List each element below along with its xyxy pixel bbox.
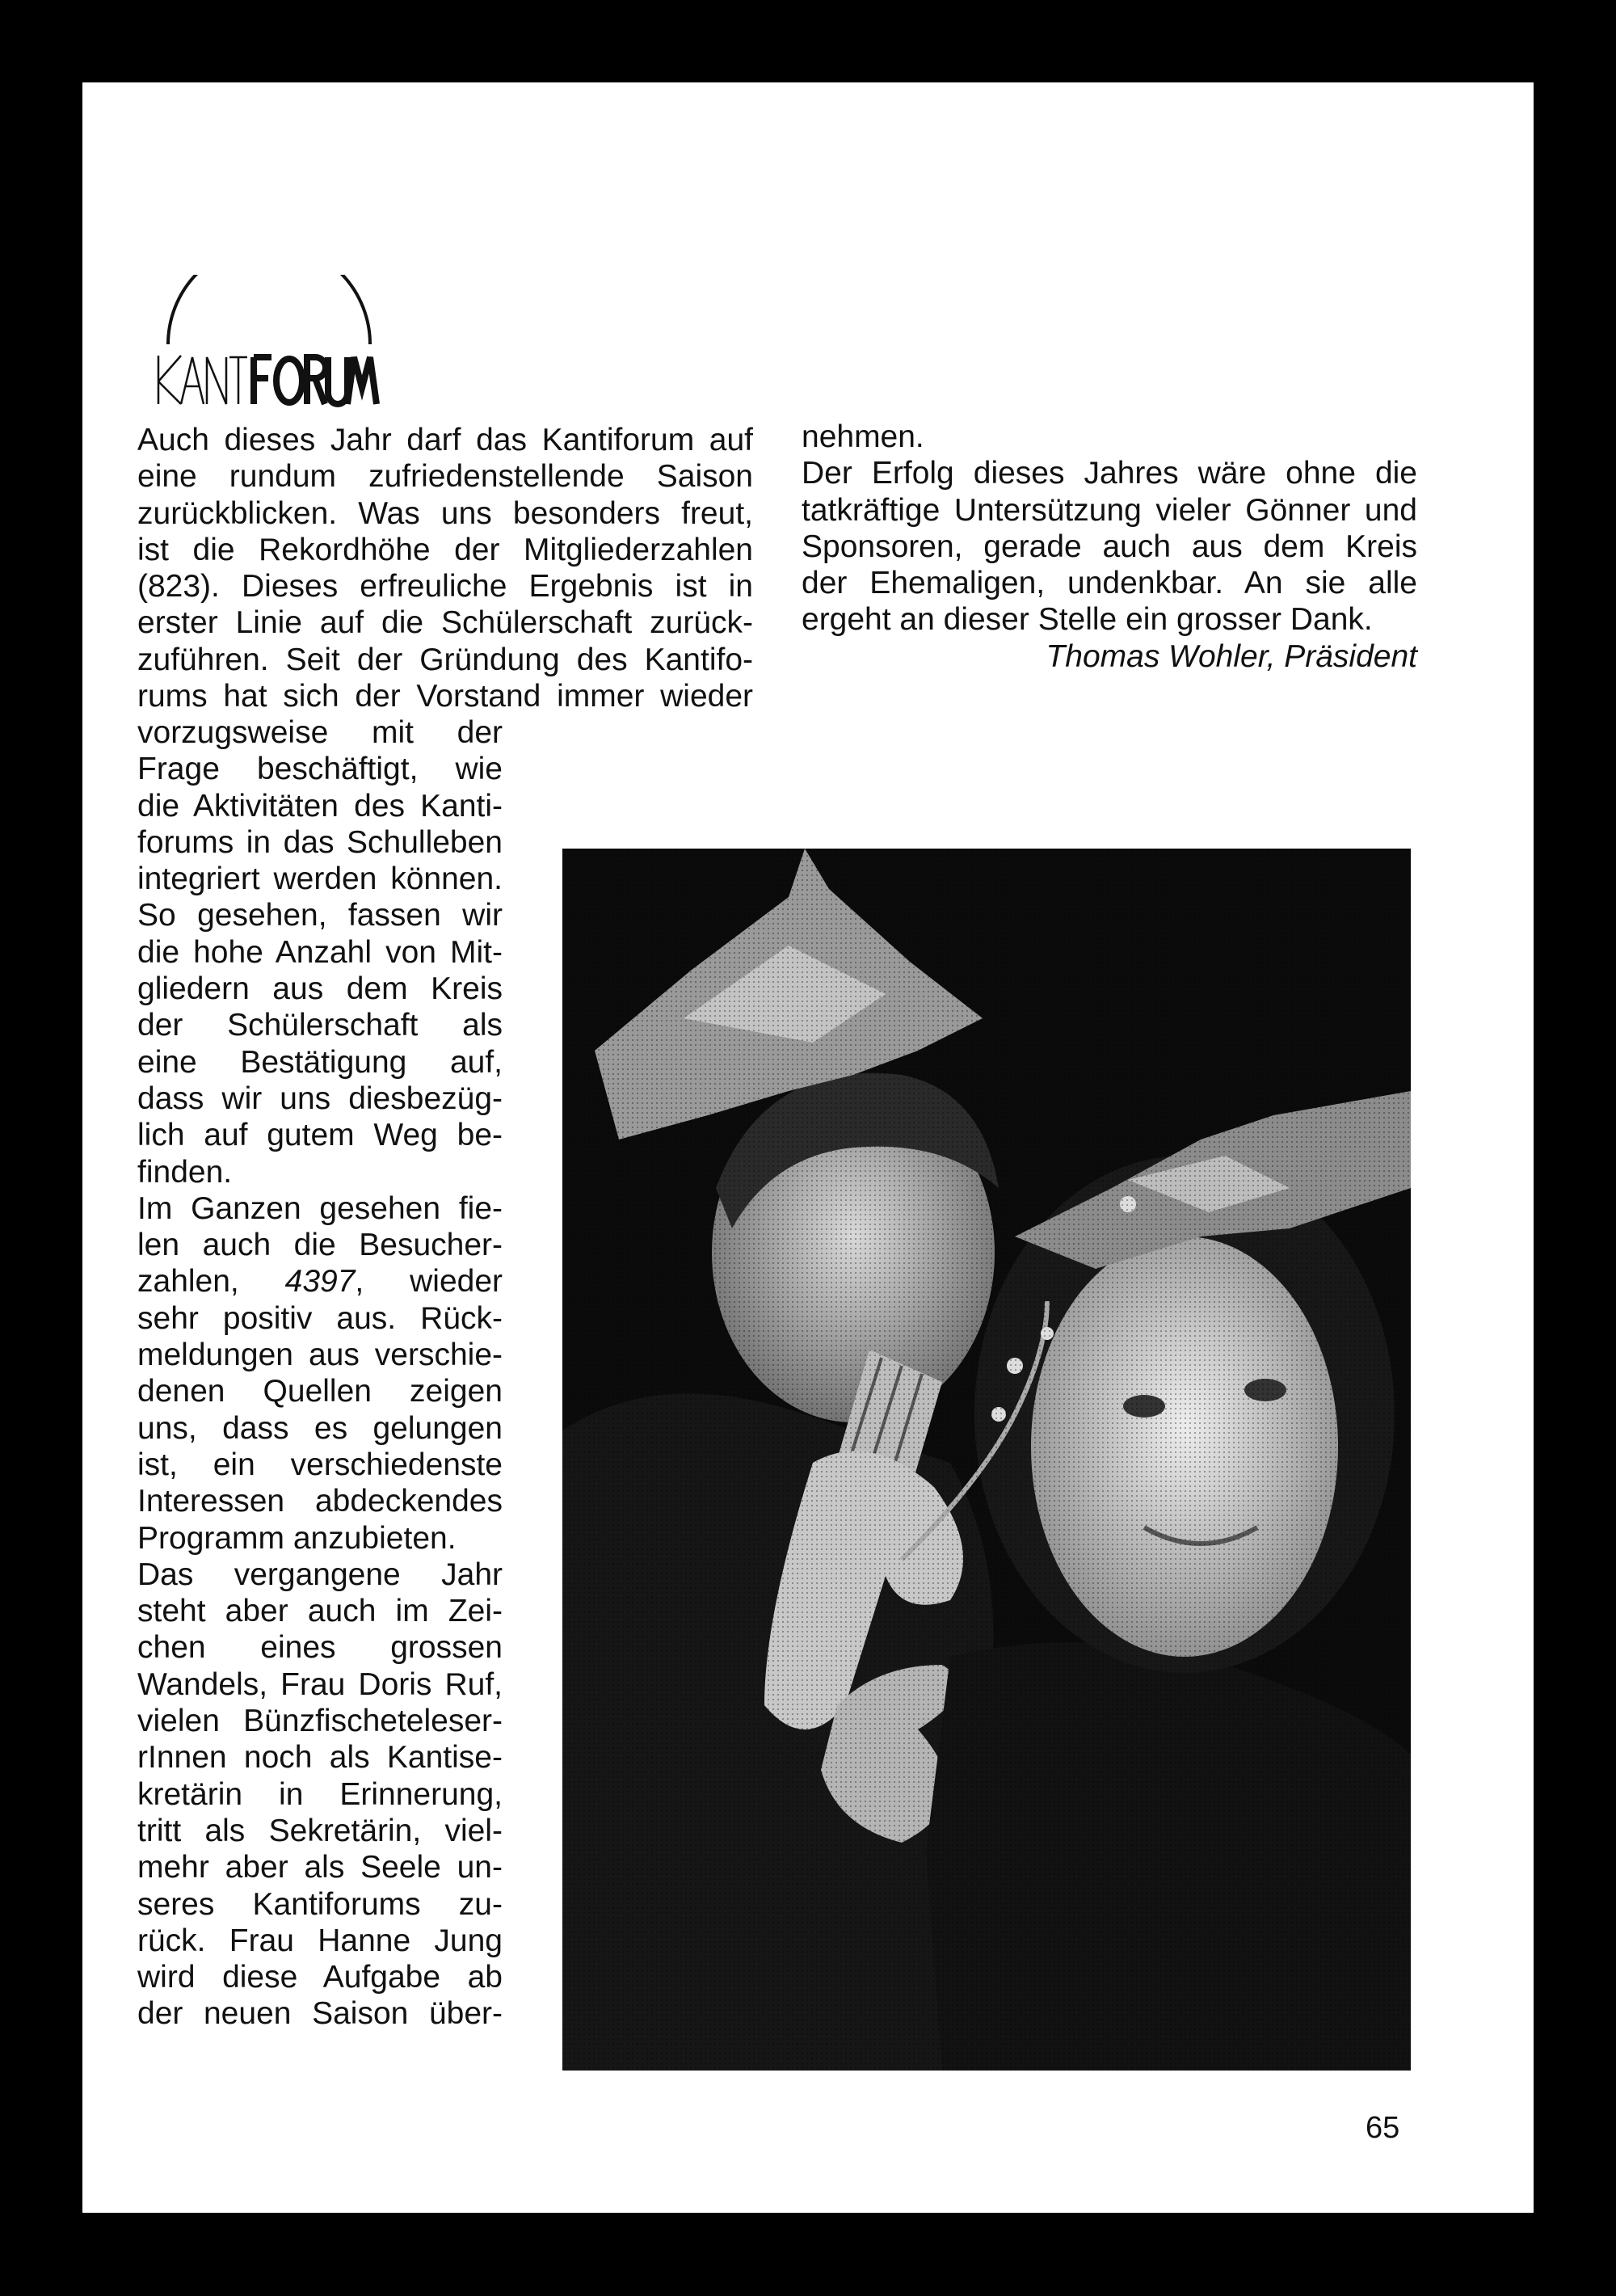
text-line: Der Erfolg dieses Jahres wäre ohne die (802, 456, 1417, 491)
text-line: steht aber auch im Zei- (137, 1594, 503, 1629)
text-line: zahlen, 4397, wieder (137, 1264, 503, 1300)
text-line: mehr aber als Seele un- (137, 1850, 503, 1885)
text-line: Interessen abdeckendes (137, 1484, 503, 1519)
text-line: Das vergangene Jahr (137, 1557, 503, 1592)
text-line: gliedern aus dem Kreis (137, 971, 503, 1007)
text-line: (823). Dieses erfreuliche Ergebnis ist in (137, 569, 753, 605)
text-line: lich auf gutem Weg be- (137, 1118, 503, 1153)
text-line: meldungen aus verschie- (137, 1338, 503, 1373)
text-line: sehr positiv aus. Rück- (137, 1300, 503, 1336)
kantiforum-logo (154, 275, 388, 419)
article-text-top-left (137, 422, 753, 714)
text-line: nehmen. (802, 419, 924, 454)
text-line: der neuen Saison über- (137, 1996, 503, 2032)
photo-two-students-with-leaf-crowns (562, 849, 1411, 2071)
text-line: finden. (137, 1154, 233, 1190)
page-number: 65 (1366, 2111, 1400, 2145)
text-line: erster Linie auf die Schülerschaft zurück- (137, 605, 753, 641)
text-line: wird diese Aufgabe ab (137, 1960, 503, 1995)
text-line: eine Bestätigung auf, (137, 1044, 503, 1080)
text-line: chen eines grossen (137, 1630, 503, 1666)
text-line: die Aktivitäten des Kanti- (137, 788, 503, 824)
text-line: Auch dieses Jahr darf das Kantiforum auf (137, 423, 753, 457)
text-line: rück. Frau Hanne Jung (137, 1923, 503, 1958)
text-line: integriert werden können. (137, 862, 503, 897)
article-text-right (802, 419, 1417, 675)
text-line: Frage beschäftigt, wie (137, 752, 503, 787)
text-line: kretärin in Erinnerung, (137, 1776, 503, 1812)
text-line: forums in das Schulleben (137, 824, 503, 860)
text-line: die hohe Anzahl von Mit- (137, 934, 503, 970)
text-line: Im Ganzen gesehen fie- (137, 1190, 503, 1226)
text-line: zurückblicken. Was uns besonders freut, (137, 495, 753, 531)
text-line: zuführen. Seit der Gründung des Kantifo- (137, 642, 753, 677)
text-line: Wandels, Frau Doris Ruf, (137, 1666, 503, 1702)
text-line: Programm anzubieten. (137, 1520, 457, 1556)
text-line: ergeht an dieser Stelle ein grosser Dank. (802, 602, 1373, 638)
text-line: seres Kantiforums zu- (137, 1886, 503, 1922)
text-line: dass wir uns diesbezüg- (137, 1081, 503, 1116)
text-line: ist die Rekordhöhe der Mitgliederzahlen (137, 532, 753, 567)
text-line: len auch die Besucher- (137, 1228, 503, 1263)
text-line: vorzugsweise mit der (137, 715, 503, 750)
text-line: Sponsoren, gerade auch aus dem Kreis (802, 529, 1417, 564)
text-line: rInnen noch als Kantise- (137, 1740, 503, 1776)
text-line: uns, dass es gelungen (137, 1410, 503, 1446)
text-line: tritt als Sekretärin, viel- (137, 1813, 503, 1848)
text-line: der Ehemaligen, undenkbar. An sie alle (802, 566, 1417, 601)
article-text-narrow-column (137, 714, 503, 2033)
text-line: denen Quellen zeigen (137, 1374, 503, 1409)
text-line: eine rundum zufriedenstellende Saison (137, 459, 753, 495)
text-line: rums hat sich der Vorstand immer wieder (137, 679, 753, 714)
text-line: ist, ein verschiedenste (137, 1447, 503, 1482)
text-line: tatkräftige Untersützung vieler Gönner und (802, 492, 1417, 528)
signature: Thomas Wohler, Präsident (1046, 638, 1417, 674)
text-line: So gesehen, fassen wir (137, 898, 503, 933)
text-line: der Schülerschaft als (137, 1008, 503, 1043)
text-line: vielen Bünzfischeteleser- (137, 1704, 503, 1739)
